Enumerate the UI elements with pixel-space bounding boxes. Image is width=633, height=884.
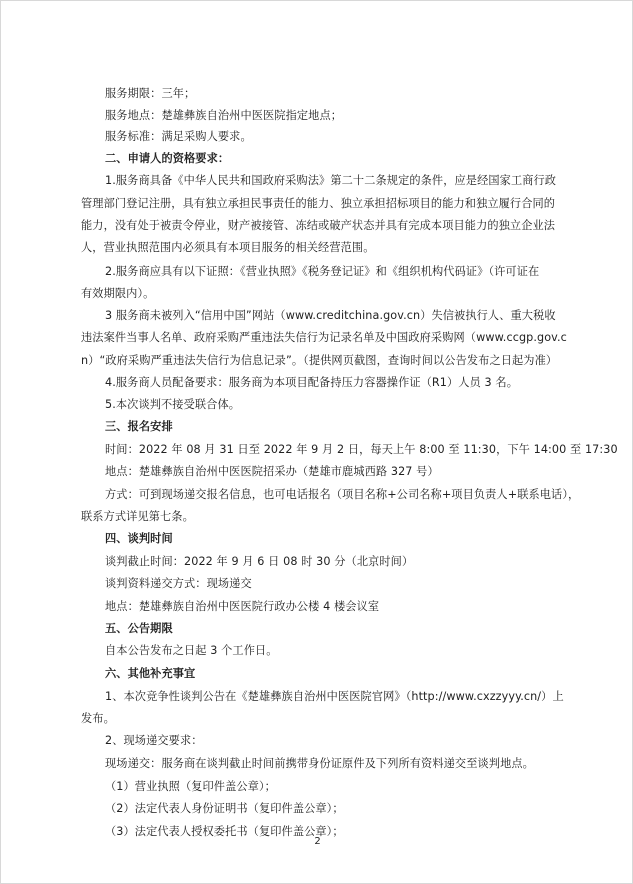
other-item-2-line: 2、现场递交要求： bbox=[105, 734, 203, 747]
page-number: 2 bbox=[314, 836, 321, 847]
submission-method-line: 谈判资料递交方式：现场递交 bbox=[105, 577, 252, 590]
negotiation-deadline-line: 谈判截止时间：2022 年 9 月 6 日 08 时 30 分（北京时间） bbox=[105, 555, 414, 568]
onsite-submission-line: 现场递交：服务商在谈判截止时间前携带身份证原件及下列所有资料递交至谈判地点。 bbox=[105, 757, 534, 770]
section-heading-registration: 三、报名安排 bbox=[105, 420, 173, 433]
qualification-3-line-3: n）“政府采购严重违法失信行为信息记录”。（提供网页截图，查询时间以公告发布之日起为准） bbox=[81, 354, 558, 367]
qualification-3-line-1: 3 服务商未被列入“信用中国”网站（www.creditchina.gov.cn）失信被执行人、重大税收 bbox=[105, 309, 556, 322]
qualification-5-line: 5.本次谈判不接受联合体。 bbox=[105, 398, 241, 411]
service-period-line: 服务期限：三年； bbox=[105, 87, 196, 100]
section-heading-qualifications: 二、申请人的资格要求： bbox=[105, 152, 230, 165]
required-doc-3: （3）法定代表人授权委托书（复印件盖公章）； bbox=[105, 825, 344, 838]
required-doc-1: （1）营业执照（复印件盖公章）； bbox=[105, 780, 276, 793]
section-heading-announcement-period: 五、公告期限 bbox=[105, 622, 173, 635]
qualification-4-line: 4.服务商人员配备要求：服务商为本项目配备持压力容器操作证（R1）人员 3 名。 bbox=[105, 376, 518, 389]
registration-location-line: 地点：楚雄彝族自治州中医医院招采办（楚雄市鹿城西路 327 号） bbox=[105, 465, 439, 478]
negotiation-location-line: 地点：楚雄彝族自治州中医医院行政办公楼 4 楼会议室 bbox=[105, 600, 380, 613]
service-location-line: 服务地点：楚雄彝族自治州中医医院指定地点； bbox=[105, 109, 343, 122]
section-heading-other-matters: 六、其他补充事宜 bbox=[105, 667, 196, 680]
qualification-1-line-2: 管理部门登记注册，具有独立承担民事责任的能力、独立承担招标项目的能力和独立履行合同的 bbox=[81, 197, 556, 210]
registration-time-line: 时间：2022 年 08 月 31 日至 2022 年 9 月 2 日，每天上午 8:00 至 11:30，下午 14:00 至 17:30 bbox=[105, 443, 618, 456]
qualification-1-line-1: 1.服务商具备《中华人民共和国政府采购法》第二十二条规定的条件，应是经国家工商行政 bbox=[105, 174, 557, 187]
required-doc-2: （2）法定代表人身份证明书（复印件盖公章）； bbox=[105, 802, 344, 815]
qualification-2-line-1: 2.服务商应具有以下证照：《营业执照》《税务登记证》和《组织机构代码证》（许可证在 bbox=[105, 265, 540, 278]
service-standard-line: 服务标准：满足采购人要求。 bbox=[105, 130, 252, 143]
registration-method-line-2: 联系方式详见第七条。 bbox=[81, 510, 194, 523]
qualification-1-line-3: 能力，没有处于被责令停业，财产被接管、冻结或破产状态并具有完成本项目能力的独立企业法 bbox=[81, 219, 556, 232]
qualification-1-line-4: 人，营业执照范围内必须具有本项目服务的相关经营范围。 bbox=[81, 241, 375, 254]
announcement-period-line: 自本公告发布之日起 3 个工作日。 bbox=[105, 644, 278, 657]
registration-method-line-1: 方式：可到现场递交报名信息，也可电话报名（项目名称+公司名称+项目负责人+联系电话）， bbox=[105, 488, 580, 501]
other-item-1-line-1: 1、本次竞争性谈判公告在《楚雄彝族自治州中医医院官网》（http://www.cxzzyyy.cn/）上 bbox=[105, 690, 564, 703]
qualification-2-line-2: 有效期限内）。 bbox=[81, 287, 155, 300]
other-item-1-line-2: 发布。 bbox=[81, 712, 115, 725]
qualification-3-line-2: 违法案件当事人名单、政府采购严重违法失信行为记录名单及中国政府采购网（www.ccgp.gov.c bbox=[81, 331, 567, 344]
section-heading-negotiation-time: 四、谈判时间 bbox=[105, 532, 173, 545]
